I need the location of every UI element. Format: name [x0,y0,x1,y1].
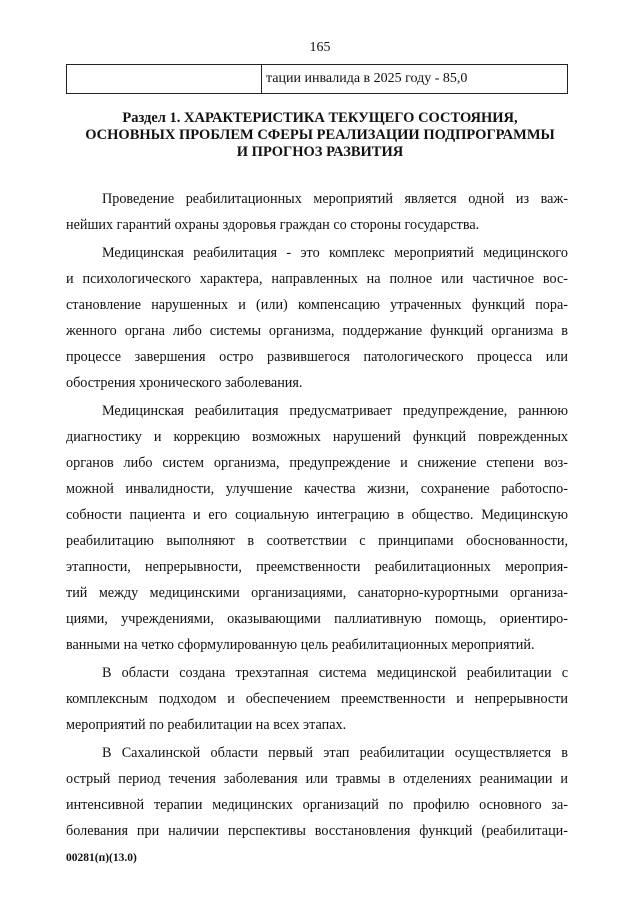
text-line: можной инвалидности, улучшение качества жизни, сохранение работоспо- [66,481,568,497]
paragraph-4 [66,660,568,738]
page-number: 165 [309,40,331,55]
text-line: нейших гарантий охраны здоровья граждан со стороны государства. [66,217,480,233]
table-cell-left [67,65,262,94]
text-line: циями, учреждениями, оказывающими паллиативную помощь, ориентиро- [66,611,568,627]
text-line: Медицинская реабилитация предусматривает предупреждение, раннюю [102,403,568,419]
text-line: процессе завершения остро развившегося патологического процесса или [66,349,568,365]
paragraph-5 [66,740,568,844]
text-line: диагностику и коррекцию возможных нарушений функций поврежденных [66,429,568,445]
table-cell-right: тации инвалида в 2025 году - 85,0 [262,65,568,94]
paragraph-3 [66,398,568,658]
text-line: становление нарушенных и (или) компенсацию утраченных функций пора- [66,297,568,313]
document-code: 00281(п)(13.0) [66,852,137,864]
text-line: обострения хронического заболевания. [66,375,303,391]
text-line: собности пациента и его социальную интеграцию в общество. Медицинскую [66,507,568,523]
text-line: острый период течения заболевания или травмы в отделениях реанимации и [66,771,568,787]
table-row [67,65,568,94]
section-heading [60,110,580,161]
text-line: мероприятий по реабилитации на всех этапах. [66,717,347,733]
text-line: женного органа либо системы организма, поддержание функций организма в [66,323,568,339]
continuation-table [66,64,568,94]
text-line: В области создана трехэтапная система медицинской реабилитации с [102,665,568,681]
text-line: болевания при наличии перспективы восстановления функций (реабилитаци- [66,823,568,839]
heading-line: И ПРОГНОЗ РАЗВИТИЯ [236,144,404,160]
text-line: и психологического характера, направленных на полное или частичное вос- [66,271,568,287]
text-line: реабилитацию выполняют в соответствии с принципами обоснованности, [66,533,568,549]
heading-line: ОСНОВНЫХ ПРОБЛЕМ СФЕРЫ РЕАЛИЗАЦИИ ПОДПРОГРАММЫ [85,127,555,143]
text-line: Проведение реабилитационных мероприятий является одной из важ- [102,191,568,207]
body-text [66,186,568,846]
heading-line: Раздел 1. ХАРАКТЕРИСТИКА ТЕКУЩЕГО СОСТОЯНИЯ, [122,110,518,126]
text-line: органов либо систем организма, предупреждение и снижение степени воз- [66,455,568,471]
text-line: Медицинская реабилитация - это комплекс мероприятий медицинского [102,245,568,261]
paragraph-2 [66,240,568,396]
text-line: тий между медицинскими организациями, санаторно-курортными организа- [66,585,568,601]
text-line: комплексным подходом и обеспечением преемственности и непрерывности [66,691,568,707]
text-line: ванными на четко сформулированную цель реабилитационных мероприятий. [66,637,535,653]
text-line: В Сахалинской области первый этап реабилитации осуществляется в [102,745,568,761]
text-line: интенсивной терапии медицинских организаций по профилю основного за- [66,797,568,813]
paragraph-1 [66,186,568,238]
text-line: этапности, непрерывности, преемственности реабилитационных мероприя- [66,559,568,575]
